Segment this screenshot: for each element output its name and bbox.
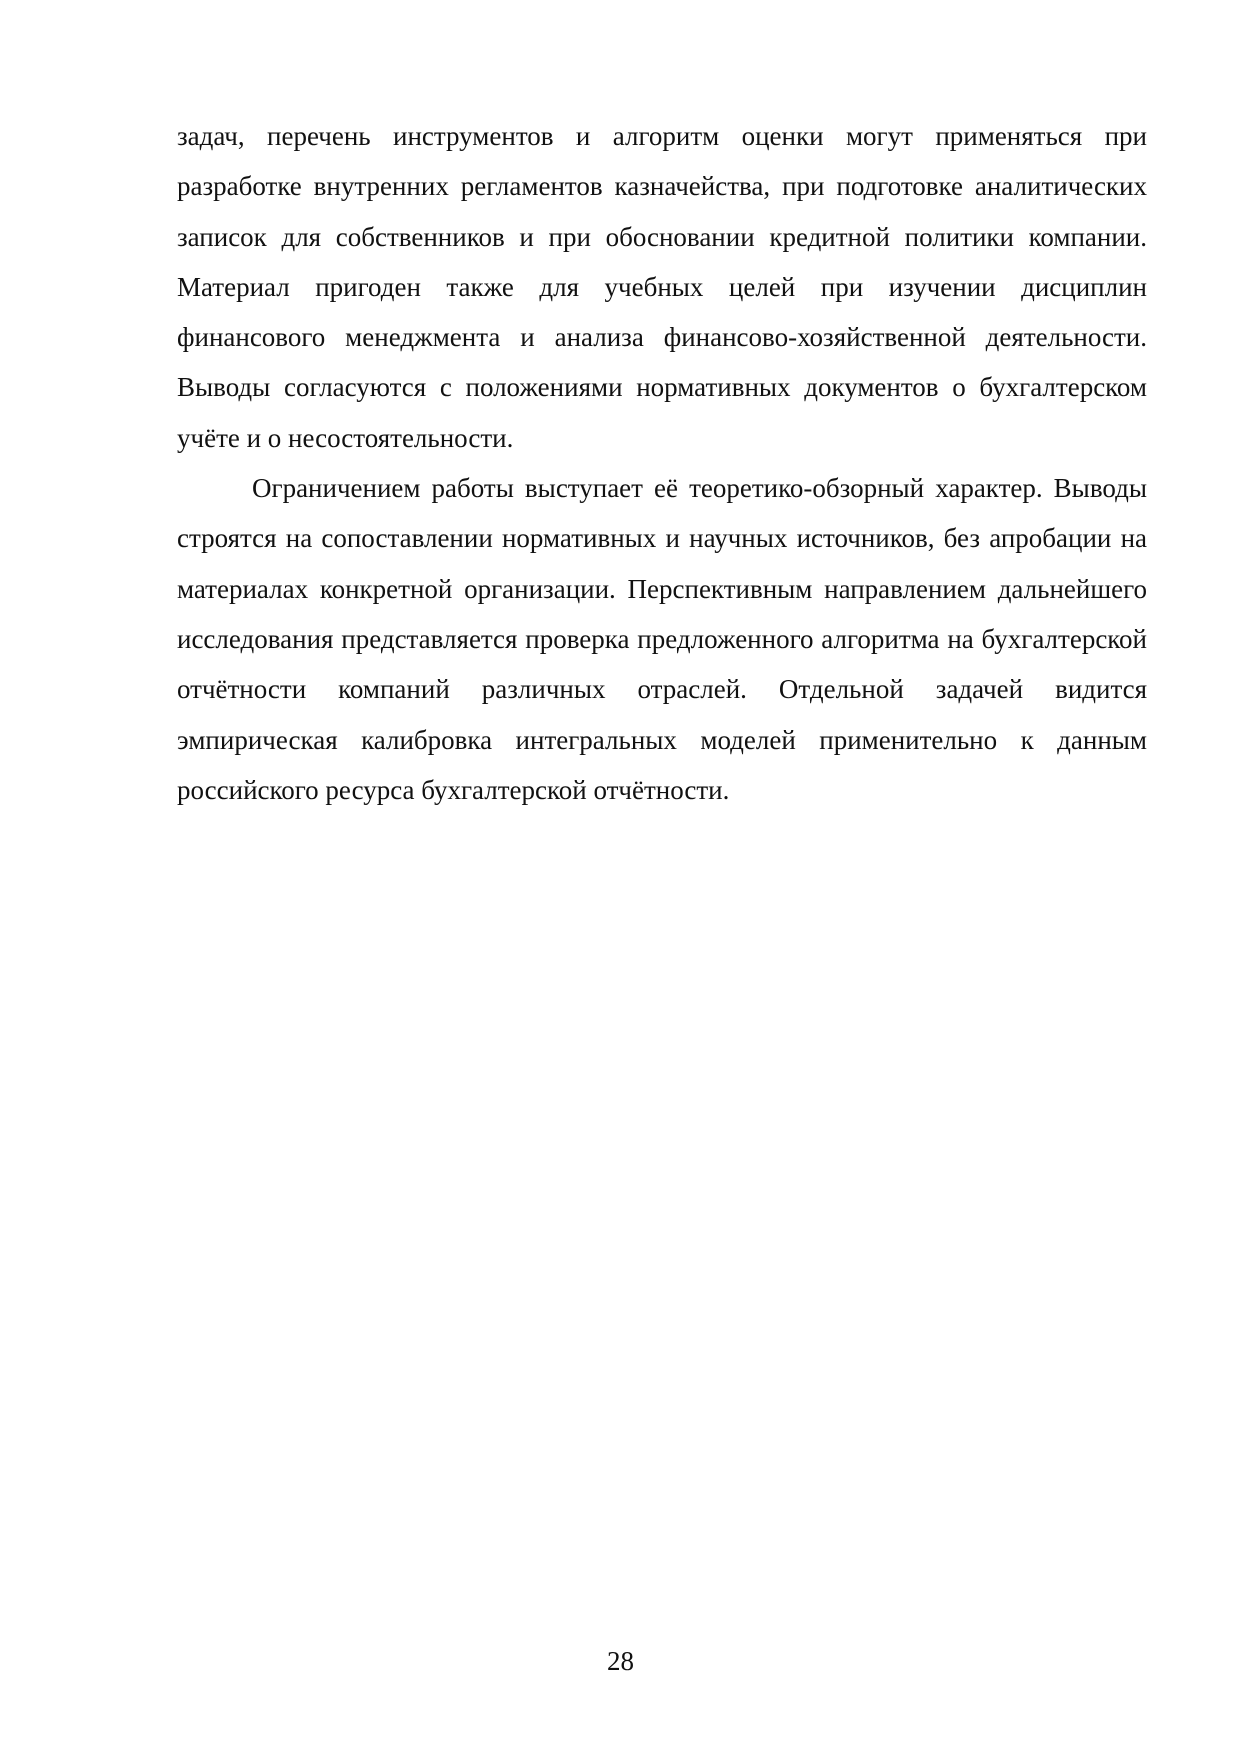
paragraph-limitations: Ограничением работы выступает её теоретико-обзорный характер. Выводы строятся на сопоставлении нормативных и научных источников, без апробации на материалах конкретной организации. Перспективным направлением дальнейшего исследования представляется проверка предложенного алгоритма на бухгалтерской отчётности компаний различных отраслей. Отдельной задачей видится эмпирическая калибровка интегральных моделей применительно к данным российского ресурса бухгалтерской отчётности. xyxy=(177,473,1147,805)
body-text xyxy=(177,111,1147,815)
page-number: 28 xyxy=(607,1646,634,1676)
paragraph-continuation: задач, перечень инструментов и алгоритм оценки могут применяться при разработке внутренних регламентов казначейства, при подготовке аналитических записок для собственников и при обосновании кредитной политики компании. Материал пригоден также для учебных целей при изучении дисциплин финансового менеджмента и анализа финансово-хозяйственной деятельности. Выводы согласуются с положениями нормативных документов о бухгалтерском учёте и о несостоятельности. xyxy=(177,121,1147,453)
